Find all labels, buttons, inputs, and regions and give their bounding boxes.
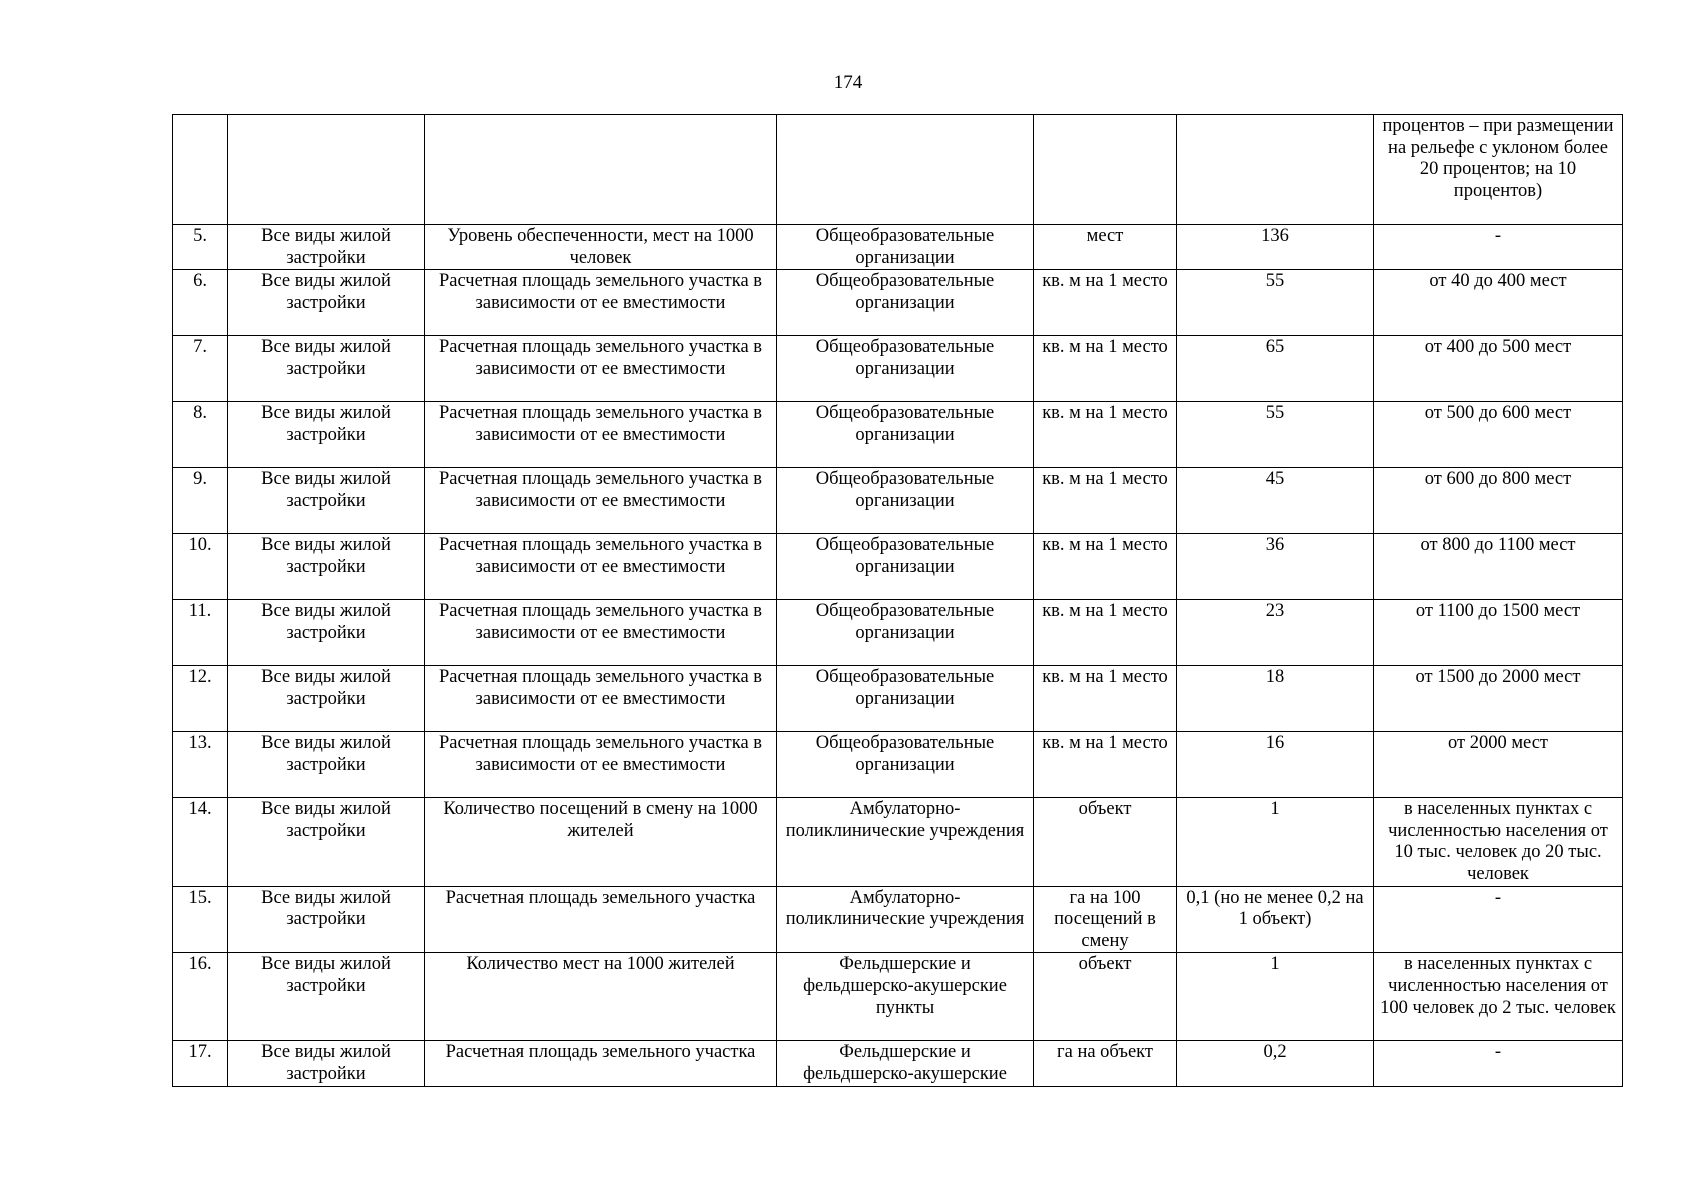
cell-note: - [1374,886,1623,953]
cell-object: Амбулаторно-поликлинические учреждения [777,886,1034,953]
cell-zone: Все виды жилой застройки [228,468,425,534]
cell-num: 13. [173,732,228,798]
cell-indicator: Количество посещений в смену на 1000 жителей [425,798,777,886]
cell-indicator: Расчетная площадь земельного участка в зависимости от ее вместимости [425,468,777,534]
table-row [173,732,1623,798]
cell-note: от 1100 до 1500 мест [1374,600,1623,666]
cell-indicator: Расчетная площадь земельного участка в зависимости от ее вместимости [425,666,777,732]
cell-unit [1034,115,1177,225]
cell-object [777,115,1034,225]
cell-unit: кв. м на 1 место [1034,600,1177,666]
cell-note: от 1500 до 2000 мест [1374,666,1623,732]
cell-zone: Все виды жилой застройки [228,534,425,600]
cell-value: 136 [1177,225,1374,270]
cell-indicator: Расчетная площадь земельного участка [425,1041,777,1086]
cell-indicator: Расчетная площадь земельного участка в зависимости от ее вместимости [425,732,777,798]
cell-object: Общеобразовательные организации [777,336,1034,402]
table-row [173,336,1623,402]
cell-indicator: Расчетная площадь земельного участка в зависимости от ее вместимости [425,534,777,600]
table-row [173,468,1623,534]
cell-unit: га на объект [1034,1041,1177,1086]
table-row [173,115,1623,225]
cell-unit: кв. м на 1 место [1034,732,1177,798]
cell-value: 0,2 [1177,1041,1374,1086]
table-row [173,666,1623,732]
cell-indicator: Расчетная площадь земельного участка в зависимости от ее вместимости [425,270,777,336]
cell-num: 10. [173,534,228,600]
cell-indicator [425,115,777,225]
table-row [173,600,1623,666]
table-row [173,402,1623,468]
cell-value: 18 [1177,666,1374,732]
cell-object: Амбулаторно-поликлинические учреждения [777,798,1034,886]
cell-zone: Все виды жилой застройки [228,270,425,336]
cell-note: от 500 до 600 мест [1374,402,1623,468]
cell-num [173,115,228,225]
table-row [173,798,1623,886]
cell-indicator: Расчетная площадь земельного участка в зависимости от ее вместимости [425,336,777,402]
cell-unit: объект [1034,953,1177,1041]
cell-unit: кв. м на 1 место [1034,336,1177,402]
cell-note: в населенных пунктах с численностью населения от 100 человек до 2 тыс. человек [1374,953,1623,1041]
cell-num: 7. [173,336,228,402]
cell-value: 65 [1177,336,1374,402]
cell-value: 0,1 (но не менее 0,2 на 1 объект) [1177,886,1374,953]
page-number: 174 [833,72,863,93]
cell-value: 1 [1177,798,1374,886]
cell-num: 9. [173,468,228,534]
cell-value: 1 [1177,953,1374,1041]
cell-unit: объект [1034,798,1177,886]
cell-note: - [1374,1041,1623,1086]
cell-value: 55 [1177,402,1374,468]
cell-indicator: Расчетная площадь земельного участка в зависимости от ее вместимости [425,402,777,468]
cell-object: Фельдшерские и фельдшерско-акушерские пункты [777,953,1034,1041]
cell-object: Общеобразовательные организации [777,270,1034,336]
cell-unit: кв. м на 1 место [1034,666,1177,732]
cell-unit: кв. м на 1 место [1034,270,1177,336]
cell-note: в населенных пунктах с численностью населения от 10 тыс. человек до 20 тыс. человек [1374,798,1623,886]
cell-object: Общеобразовательные организации [777,666,1034,732]
cell-note: - [1374,225,1623,270]
cell-unit: кв. м на 1 место [1034,468,1177,534]
cell-note: процентов – при размещении на рельефе с уклоном более 20 процентов; на 10 процентов) [1374,115,1623,225]
cell-zone: Все виды жилой застройки [228,336,425,402]
cell-note: от 2000 мест [1374,732,1623,798]
cell-value [1177,115,1374,225]
cell-num: 6. [173,270,228,336]
cell-object: Общеобразовательные организации [777,225,1034,270]
cell-num: 12. [173,666,228,732]
cell-zone: Все виды жилой застройки [228,1041,425,1086]
cell-note: от 400 до 500 мест [1374,336,1623,402]
cell-zone: Все виды жилой застройки [228,600,425,666]
table-row [173,953,1623,1041]
cell-object: Общеобразовательные организации [777,600,1034,666]
cell-object: Общеобразовательные организации [777,732,1034,798]
cell-value: 23 [1177,600,1374,666]
cell-num: 15. [173,886,228,953]
cell-note: от 800 до 1100 мест [1374,534,1623,600]
table-row [173,886,1623,953]
cell-num: 14. [173,798,228,886]
cell-num: 11. [173,600,228,666]
cell-object: Общеобразовательные организации [777,402,1034,468]
cell-unit: кв. м на 1 место [1034,534,1177,600]
cell-unit: кв. м на 1 место [1034,402,1177,468]
cell-num: 17. [173,1041,228,1086]
cell-zone: Все виды жилой застройки [228,953,425,1041]
table-row [173,270,1623,336]
cell-note: от 40 до 400 мест [1374,270,1623,336]
cell-object: Общеобразовательные организации [777,468,1034,534]
cell-indicator: Уровень обеспеченности, мест на 1000 человек [425,225,777,270]
table-row [173,534,1623,600]
cell-zone: Все виды жилой застройки [228,666,425,732]
cell-indicator: Расчетная площадь земельного участка [425,886,777,953]
cell-num: 16. [173,953,228,1041]
cell-value: 16 [1177,732,1374,798]
cell-value: 36 [1177,534,1374,600]
cell-zone: Все виды жилой застройки [228,402,425,468]
cell-num: 8. [173,402,228,468]
cell-indicator: Количество мест на 1000 жителей [425,953,777,1041]
cell-zone: Все виды жилой застройки [228,225,425,270]
cell-unit: мест [1034,225,1177,270]
cell-num: 5. [173,225,228,270]
cell-unit: га на 100 посещений в смену [1034,886,1177,953]
cell-zone: Все виды жилой застройки [228,798,425,886]
cell-value: 45 [1177,468,1374,534]
cell-object: Фельдшерские и фельдшерско-акушерские [777,1041,1034,1086]
cell-value: 55 [1177,270,1374,336]
cell-zone: Все виды жилой застройки [228,732,425,798]
cell-zone [228,115,425,225]
cell-indicator: Расчетная площадь земельного участка в зависимости от ее вместимости [425,600,777,666]
cell-zone: Все виды жилой застройки [228,886,425,953]
cell-note: от 600 до 800 мест [1374,468,1623,534]
table-row [173,225,1623,270]
table-row [173,1041,1623,1086]
norms-table [172,114,1623,1087]
cell-object: Общеобразовательные организации [777,534,1034,600]
